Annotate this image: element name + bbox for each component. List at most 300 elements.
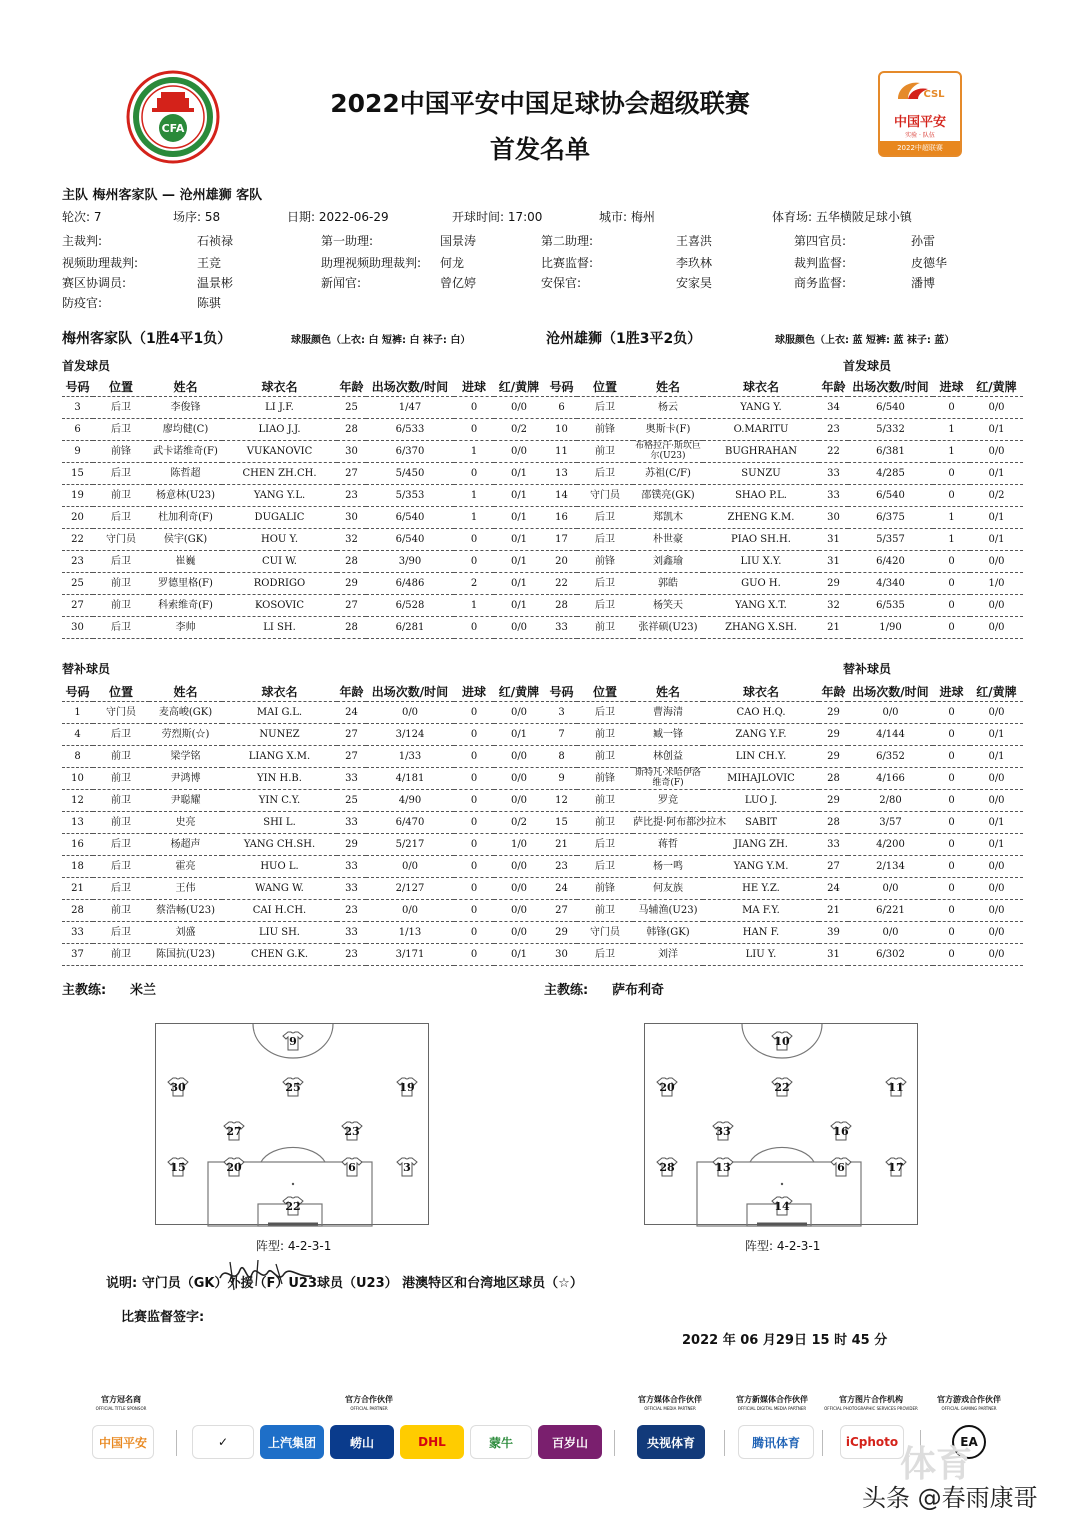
cell-name: 朴世豪 [633,528,703,550]
cell-goals: 0 [454,745,494,767]
sponsor-caption-en: OFFICIAL MEDIA PARTNER [644,1406,696,1411]
cell-shirt-name: VUKANOVIC [222,440,337,462]
cell-number: 33 [62,921,93,943]
cell-name: 蔡浩畅(U23) [149,899,222,921]
cell-cards: 0/0 [494,921,544,943]
cell-apps: 6/281 [366,616,454,638]
cell-position: 前卫 [93,943,149,965]
cell-name: 刘洋 [633,943,703,965]
table-row [62,528,544,550]
cell-name: 霍亮 [149,855,222,877]
icphoto-logo: iCphoto [840,1425,904,1459]
sponsor-caption-en: OFFICIAL GAMING PARTNER [941,1406,997,1411]
cell-cards: 0/0 [970,943,1023,965]
player-shirt-icon [885,1157,907,1177]
col-header-number: 号码 [62,378,93,396]
cell-number: 28 [546,594,577,616]
cctv-sports-logo: 央视体育 [637,1425,705,1459]
cell-position: 后卫 [93,506,149,528]
cell-goals: 1 [454,440,494,462]
cell-position: 前卫 [93,484,149,506]
match-number: 场序: 58 [173,210,221,224]
col-header-shirt-name: 球衣名 [222,683,337,701]
table-row [546,855,1023,877]
cell-cards: 0/0 [494,701,544,723]
table-row [62,943,544,965]
cell-number: 1 [62,701,93,723]
csl-logo-brand: 中国平安 [893,115,946,130]
cell-position: 后卫 [93,921,149,943]
cell-age: 32 [337,528,366,550]
cell-shirt-name: SHI L. [222,811,337,833]
cell-cards: 0/1 [494,594,544,616]
cell-shirt-name: YANG Y. [703,396,819,418]
cell-shirt-name: DUGALIC [222,506,337,528]
official-name: 李玖林 [676,256,713,270]
cell-position: 前卫 [93,811,149,833]
cell-apps: 6/381 [848,440,933,462]
cell-cards: 0/1 [494,550,544,572]
cell-goals: 1 [454,594,494,616]
table-row [546,572,1023,594]
cell-name: 韩锋(GK) [633,921,703,943]
watermark-ghost: 体育 [900,1444,973,1485]
cell-number: 16 [62,833,93,855]
cell-goals: 1 [933,418,970,440]
cell-goals: 0 [454,767,494,789]
cell-number: 29 [546,921,577,943]
cell-position: 前卫 [577,440,633,462]
cell-number: 23 [546,855,577,877]
cell-goals: 0 [933,767,970,789]
table-row [62,701,544,723]
cell-shirt-name: ZHENG K.M. [703,506,819,528]
sponsor-divider [822,1430,823,1456]
cell-cards: 0/0 [970,789,1023,811]
sign-datetime: 2022 年 06 月29日 15 时 45 分 [682,1333,888,1348]
cell-position: 守门员 [577,484,633,506]
cell-position: 前锋 [577,767,633,789]
round: 轮次: 7 [62,210,102,224]
cell-age: 33 [337,767,366,789]
official-label: 第四官员: [794,234,847,248]
cell-shirt-name: LIU X.Y. [703,550,819,572]
cell-cards: 0/0 [494,616,544,638]
table-row [546,877,1023,899]
cell-cards: 0/1 [970,723,1023,745]
player-shirt-icon [282,1077,304,1097]
cell-apps: 4/285 [848,462,933,484]
cell-number: 12 [62,789,93,811]
cell-shirt-name: CUI W. [222,550,337,572]
table-row [62,594,544,616]
cell-shirt-name: ZHANG X.SH. [703,616,819,638]
nike-logo: ✓ [192,1425,254,1459]
cell-number: 11 [546,440,577,462]
table-row [546,440,1023,462]
cell-name: 尹鸿博 [149,767,222,789]
cell-age: 29 [819,572,848,594]
official-label: 新闻官: [321,276,362,290]
cell-goals: 0 [933,833,970,855]
cell-name: 杜加利奇(F) [149,506,222,528]
cell-number: 9 [546,767,577,789]
cell-shirt-name: YANG X.T. [703,594,819,616]
cell-position: 前卫 [93,572,149,594]
cell-number: 15 [546,811,577,833]
cell-age: 31 [819,550,848,572]
shirt-number: 25 [285,1081,301,1094]
cell-cards: 0/1 [494,506,544,528]
cell-cards: 0/0 [494,789,544,811]
cell-age: 29 [819,789,848,811]
cell-age: 23 [337,943,366,965]
shirt-number: 15 [170,1161,186,1174]
cell-goals: 0 [454,921,494,943]
cell-goals: 0 [933,899,970,921]
cell-age: 28 [819,811,848,833]
table-row [62,440,544,462]
cell-shirt-name: YANG Y.L. [222,484,337,506]
cell-position: 前锋 [577,418,633,440]
cell-number: 13 [62,811,93,833]
cell-position: 后卫 [577,572,633,594]
cell-cards: 0/1 [494,462,544,484]
cell-shirt-name: LIU SH. [222,921,337,943]
cell-name: 郭皓 [633,572,703,594]
sponsor-caption-en: OFFICIAL PHOTOGRAPHIC SERVICES PROVIDER [824,1406,918,1411]
cell-name: 李帅 [149,616,222,638]
table-header-row [62,378,544,396]
cell-age: 29 [819,701,848,723]
cell-name: 布格拉汗·斯坎巨尔(U23) [633,440,703,462]
cell-shirt-name: RODRIGO [222,572,337,594]
cell-name: 杨超声 [149,833,222,855]
cell-shirt-name: YANG Y.M. [703,855,819,877]
cell-number: 9 [62,440,93,462]
shirt-number: 16 [833,1125,849,1138]
cell-goals: 1 [454,484,494,506]
col-header-name: 姓名 [149,378,222,396]
col-header-position: 位置 [93,378,149,396]
match-date: 日期: 2022-06-29 [287,210,389,224]
cell-goals: 0 [933,745,970,767]
home-starters-label: 首发球员 [62,359,111,373]
cell-name: 曹海清 [633,701,703,723]
away-team-name: 沧州雄狮（1胜3平2负） [546,331,702,347]
cell-goals: 0 [454,616,494,638]
cell-number: 6 [62,418,93,440]
cell-position: 前卫 [577,789,633,811]
table-row [62,921,544,943]
cell-shirt-name: LIU Y. [703,943,819,965]
cell-position: 后卫 [93,855,149,877]
shirt-number: 30 [170,1081,186,1094]
cell-position: 守门员 [93,528,149,550]
cell-name: 刘鑫瑜 [633,550,703,572]
home-kit-colors: 球服颜色（上衣: 白 短裤: 白 袜子: 白） [291,335,471,346]
cell-apps: 6/221 [848,899,933,921]
official-label: 安保官: [541,276,582,290]
shirt-number: 20 [659,1081,675,1094]
cell-shirt-name: HAN F. [703,921,819,943]
cell-name: 梁学铭 [149,745,222,767]
cell-position: 后卫 [577,701,633,723]
cell-number: 10 [62,767,93,789]
sponsor-divider [176,1430,177,1456]
cell-cards: 0/0 [494,877,544,899]
cell-position: 后卫 [577,528,633,550]
player-shirt-icon [167,1077,189,1097]
cell-number: 14 [546,484,577,506]
cell-age: 25 [337,789,366,811]
venue: 体育场: 五华横陂足球小镇 [772,210,912,224]
table-row [546,921,1023,943]
table-row [62,418,544,440]
official-label: 赛区协调员: [62,276,127,290]
cell-age: 33 [337,811,366,833]
cell-age: 27 [337,462,366,484]
table-row [62,745,544,767]
col-header-goals: 进球 [933,378,970,396]
shirt-number: 17 [888,1161,904,1174]
cell-cards: 0/0 [970,550,1023,572]
table-row [546,789,1023,811]
cell-shirt-name: ZANG Y.F. [703,723,819,745]
cell-shirt-name: CHEN G.K. [222,943,337,965]
cell-shirt-name: MAI G.L. [222,701,337,723]
home-team-name: 梅州客家队（1胜4平1负） [62,331,232,347]
cell-shirt-name: GUO H. [703,572,819,594]
col-header-name: 姓名 [633,378,703,396]
cell-cards: 0/1 [970,745,1023,767]
cell-name: 王伟 [149,877,222,899]
cell-goals: 0 [933,789,970,811]
cell-cards: 0/0 [970,616,1023,638]
shirt-number: 22 [774,1081,790,1094]
cell-cards: 0/0 [970,921,1023,943]
table-row [546,833,1023,855]
table-row [62,616,544,638]
sponsor-caption [628,1395,712,1413]
official-label: 主裁判: [62,234,103,248]
cell-goals: 0 [933,921,970,943]
cell-shirt-name: SABIT [703,811,819,833]
cell-cards: 0/1 [494,528,544,550]
cell-name: 马辅渔(U23) [633,899,703,921]
cell-apps: 6/370 [366,440,454,462]
sponsor-caption [90,1395,152,1413]
cell-apps: 6/302 [848,943,933,965]
cell-cards: 0/0 [970,767,1023,789]
position-legend: 说明: 守门员（GK）外援（F）U23球员（U23） 港澳特区和台湾地区球员（☆） [106,1276,583,1291]
cell-age: 28 [819,767,848,789]
csl-logo-mark: CSL [923,89,945,100]
col-header-cards: 红/黄牌 [494,683,544,701]
cell-shirt-name: HOU Y. [222,528,337,550]
cell-age: 30 [337,440,366,462]
cell-shirt-name: JIANG ZH. [703,833,819,855]
csl-logo-year: 2022中超联赛 [880,141,960,155]
official-name: 安家昊 [676,276,713,290]
cell-position: 守门员 [93,701,149,723]
signature [212,1256,322,1296]
cell-cards: 0/1 [970,811,1023,833]
cell-cards: 0/1 [494,943,544,965]
cell-cards: 0/0 [494,899,544,921]
cell-age: 23 [337,899,366,921]
cell-shirt-name: LI SH. [222,616,337,638]
shirt-number: 23 [344,1125,360,1138]
cell-name: 李俊锋 [149,396,222,418]
table-row [62,484,544,506]
official-label: 防疫官: [62,296,103,310]
cell-age: 23 [337,484,366,506]
cell-goals: 0 [933,594,970,616]
cell-name: 劳烈斯(☆) [149,723,222,745]
home-starters-table [62,378,544,639]
cell-apps: 0/0 [366,855,454,877]
sponsor-caption-cn: 官方游戏合作伙伴 [937,1395,1001,1404]
player-shirt-icon [771,1196,793,1216]
cell-age: 39 [819,921,848,943]
shirt-number: 13 [715,1161,731,1174]
cell-name: 奥斯卡(F) [633,418,703,440]
cell-goals: 0 [933,616,970,638]
table-row [62,789,544,811]
cell-name: 崔巍 [149,550,222,572]
cell-age: 31 [819,528,848,550]
player-shirt-icon [396,1077,418,1097]
cell-cards: 0/1 [970,462,1023,484]
cell-age: 34 [819,396,848,418]
cell-goals: 0 [454,877,494,899]
player-shirt-icon [282,1196,304,1216]
cell-position: 后卫 [93,418,149,440]
col-header-apps: 出场次数/时间 [848,378,933,396]
supervisor-signature-label: 比赛监督签字: [121,1310,205,1325]
mengniu-logo: 蒙牛 [470,1425,532,1459]
cell-apps: 1/33 [366,745,454,767]
table-row [546,811,1023,833]
cell-number: 3 [546,701,577,723]
ea-sports-logo: EA [952,1425,986,1459]
cell-age: 27 [337,723,366,745]
col-header-position: 位置 [577,378,633,396]
away-coach: 萨布利奇 [612,983,665,998]
cell-cards: 0/0 [970,701,1023,723]
cell-goals: 0 [454,789,494,811]
sponsor-caption-en: OFFICIAL DIGITAL MEDIA PARTNER [737,1406,807,1411]
cell-cards: 0/0 [494,396,544,418]
cell-age: 28 [337,616,366,638]
table-header-row [546,378,1023,396]
col-header-position: 位置 [577,683,633,701]
player-shirt-icon [885,1077,907,1097]
cell-cards: 0/1 [494,723,544,745]
cell-age: 30 [337,506,366,528]
table-row [546,899,1023,921]
away-formation: 阵型: 4-2-3-1 [745,1239,821,1253]
col-header-position: 位置 [93,683,149,701]
cell-age: 33 [337,855,366,877]
cell-number: 27 [62,594,93,616]
table-row [62,811,544,833]
cell-age: 25 [337,396,366,418]
cell-apps: 3/57 [848,811,933,833]
cell-cards: 0/2 [970,484,1023,506]
cell-age: 31 [819,943,848,965]
table-row [546,396,1023,418]
cell-goals: 2 [454,572,494,594]
cell-position: 前卫 [577,899,633,921]
cell-name: 杨云 [633,396,703,418]
cell-name: 史亮 [149,811,222,833]
col-header-goals: 进球 [454,683,494,701]
cell-apps: 1/47 [366,396,454,418]
cell-number: 8 [62,745,93,767]
cell-shirt-name: KOSOVIC [222,594,337,616]
cell-goals: 0 [454,811,494,833]
home-subs-label: 替补球员 [62,662,111,676]
cell-age: 21 [819,616,848,638]
official-label: 第二助理: [541,234,594,248]
away-subs-table [546,683,1023,966]
cell-cards: 0/1 [970,528,1023,550]
cell-apps: 4/340 [848,572,933,594]
cell-number: 24 [546,877,577,899]
table-row [546,528,1023,550]
cell-age: 24 [819,877,848,899]
cell-cards: 0/0 [970,396,1023,418]
pingan-logo: 中国平安 [92,1425,154,1459]
cell-age: 29 [819,745,848,767]
shirt-number: 33 [715,1125,731,1138]
cell-apps: 6/540 [366,506,454,528]
player-shirt-icon [830,1157,852,1177]
away-subs-label: 替补球员 [843,662,892,676]
col-header-age: 年龄 [337,683,366,701]
cell-shirt-name: YANG CH.SH. [222,833,337,855]
cell-number: 10 [546,418,577,440]
player-shirt-icon [771,1077,793,1097]
cell-apps: 0/0 [366,899,454,921]
cell-cards: 0/1 [970,833,1023,855]
cell-goals: 0 [933,811,970,833]
cell-position: 前卫 [577,811,633,833]
official-name: 曾亿婷 [440,276,477,290]
cell-position: 后卫 [93,396,149,418]
cell-goals: 1 [933,440,970,462]
cell-goals: 0 [454,723,494,745]
cell-name: 麦高峻(GK) [149,701,222,723]
table-row [546,723,1023,745]
official-name: 陈骐 [197,296,222,310]
cell-position: 后卫 [577,943,633,965]
cell-shirt-name: HE Y.Z. [703,877,819,899]
cell-apps: 3/124 [366,723,454,745]
cell-name: 罗德里格(F) [149,572,222,594]
col-header-age: 年龄 [337,378,366,396]
cell-number: 33 [546,616,577,638]
cell-number: 23 [62,550,93,572]
cell-age: 33 [337,877,366,899]
cell-goals: 0 [933,572,970,594]
cell-apps: 4/181 [366,767,454,789]
cell-position: 守门员 [577,921,633,943]
official-name: 国景涛 [440,234,477,248]
shirt-number: 6 [348,1161,356,1174]
